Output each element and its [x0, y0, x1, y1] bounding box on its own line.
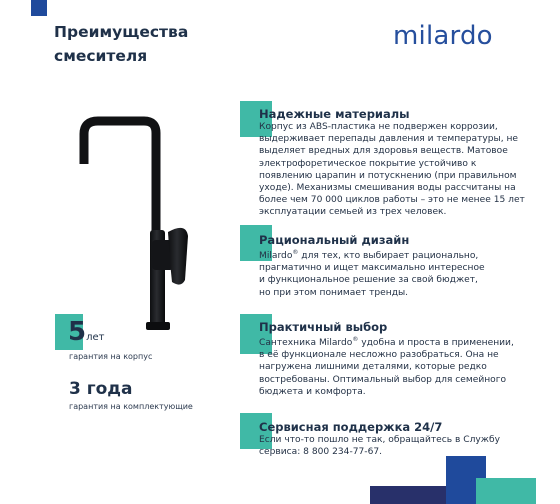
deco-square-teal	[476, 478, 536, 504]
feature-title-3: Практичный выбор	[259, 320, 388, 334]
feature-text-2-body: для тех, кто выбирает рационально, прагматично и ищет максимально интересное и функциональное решение за свой бюджет, но при этом понимает тренды.	[259, 251, 485, 298]
stat-number-1	[68, 317, 104, 353]
stat-caption-2: гарантия на комплектующие	[69, 402, 193, 411]
stat-unit-1: лет	[86, 332, 105, 343]
title-line-1: Преимущества	[54, 23, 189, 41]
faucet-image	[72, 112, 202, 342]
stat-caption-1: гарантия на корпус	[69, 352, 153, 361]
brand-logo: milardo	[393, 21, 493, 51]
feature-text-2	[259, 247, 551, 299]
feature-text-4: Если что-то пошло не так, обращайтесь в Службу сервиса: 8 800 234-77-67.	[259, 435, 500, 458]
feature-text-2-sup: ®	[292, 249, 299, 256]
feature-title-2: Рациональный дизайн	[259, 233, 410, 247]
feature-text-2-lead: Milardo	[259, 251, 293, 262]
stat-number-2: 3 года	[69, 379, 133, 399]
stat-value-1: 5	[68, 317, 87, 347]
page-title	[54, 20, 188, 68]
feature-text-3-sup: ®	[352, 336, 359, 343]
title-line-2: смесителя	[54, 47, 148, 65]
feature-text-3	[259, 334, 551, 398]
feature-title-1: Надежные материалы	[259, 107, 410, 121]
feature-title-4: Сервисная поддержка 24/7	[259, 420, 443, 434]
feature-text-3-body: удобна и проста в применении, в её функционале несложно разобраться. Она не нагружена лишними деталями, которые редко востребованы. Оптимальный выбор для семейного бюджета и комфорта.	[259, 338, 514, 397]
deco-square-dark	[370, 486, 450, 504]
feature-text-1: Корпус из ABS-пластика не подвержен коррозии, выдерживает перепады давления и температуры, не выделяет вредных для здоровья веществ. Матовое электрофоретическое покрытие устойчиво к появлению царапин и потускнению (при правильном уходе). Механизмы смешивания воды рассчитаны на более чем 70 000 циклов работы – это не менее 15 лет эксплуатации семьей из трех человек.	[259, 122, 525, 218]
feature-text-3-lead: Сантехника Milardo	[259, 338, 353, 349]
corner-decoration	[31, 0, 47, 16]
